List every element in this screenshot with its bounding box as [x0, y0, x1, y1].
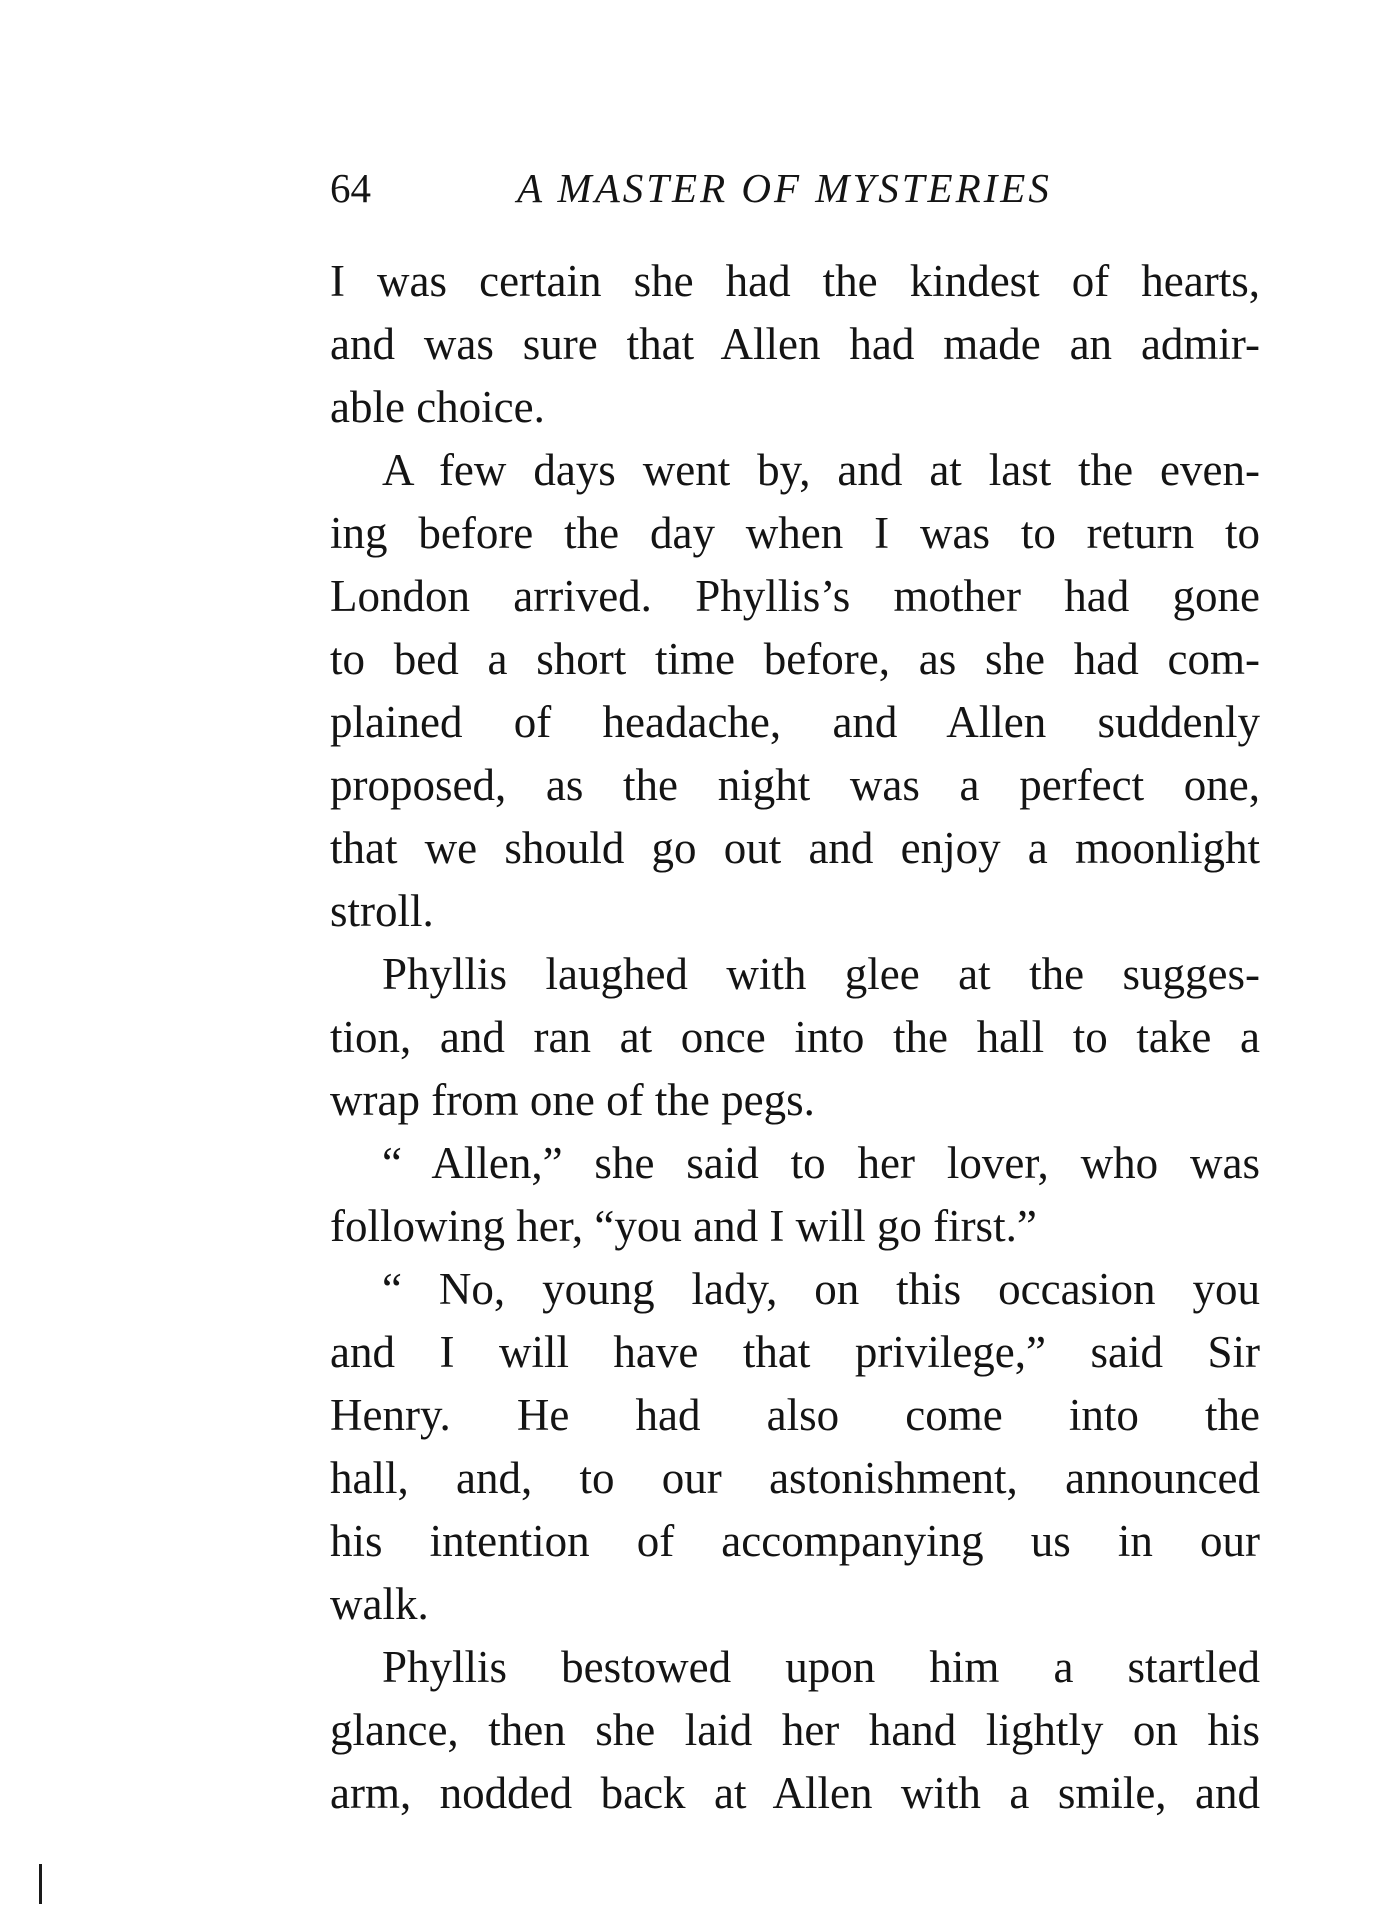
text-line: hall, and, to our astonishment, announced — [330, 1453, 1260, 1503]
text-line: “ Allen,” she said to her lover, who was — [382, 1138, 1260, 1188]
text-line: his intention of accompanying us in our — [330, 1516, 1260, 1566]
text-line: A few days went by, and at last the even- — [382, 445, 1260, 495]
text-line: Henry. He had also come into the — [330, 1390, 1260, 1440]
text-line: stroll. — [330, 886, 434, 936]
scan-edge-mark — [39, 1864, 42, 1904]
running-head — [330, 160, 1090, 216]
text-line: walk. — [330, 1579, 429, 1629]
text-line: ing before the day when I was to return to — [330, 508, 1260, 558]
text-line: to bed a short time before, as she had com- — [330, 634, 1260, 684]
text-line: Phyllis bestowed upon him a startled — [382, 1642, 1260, 1692]
text-line: plained of headache, and Allen suddenly — [330, 697, 1260, 747]
text-line: “ No, young lady, on this occasion you — [382, 1264, 1260, 1314]
text-line: Phyllis laughed with glee at the sugges- — [382, 949, 1260, 999]
text-line: glance, then she laid her hand lightly on his — [330, 1705, 1260, 1755]
running-title: A MASTER OF MYSTERIES — [517, 165, 1052, 211]
text-line: and I will have that privilege,” said Sir — [330, 1327, 1260, 1377]
text-line: that we should go out and enjoy a moonlight — [330, 823, 1260, 873]
text-line: following her, “you and I will go first.” — [330, 1201, 1037, 1251]
text-line: able choice. — [330, 382, 545, 432]
text-line: arm, nodded back at Allen with a smile, and — [330, 1768, 1260, 1818]
text-line: tion, and ran at once into the hall to take a — [330, 1012, 1260, 1062]
text-line: London arrived. Phyllis’s mother had gone — [330, 571, 1260, 621]
text-line: wrap from one of the pegs. — [330, 1075, 815, 1125]
text-line: proposed, as the night was a perfect one, — [330, 760, 1260, 810]
text-line: I was certain she had the kindest of hearts, — [330, 256, 1260, 306]
page-number: 64 — [330, 165, 371, 211]
body-text — [330, 250, 1260, 1825]
text-line: and was sure that Allen had made an admir- — [330, 319, 1260, 369]
